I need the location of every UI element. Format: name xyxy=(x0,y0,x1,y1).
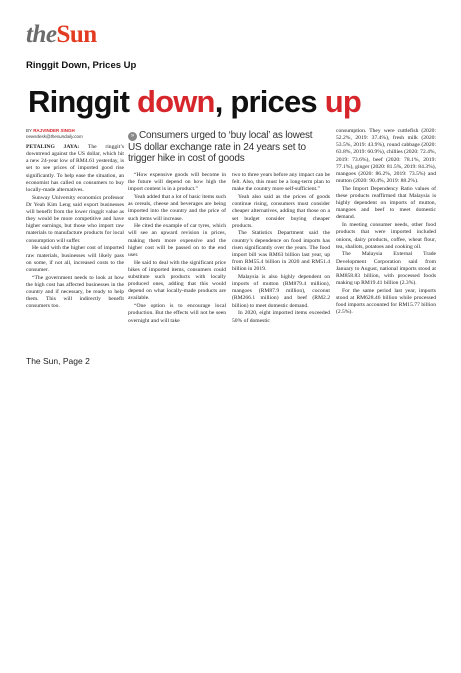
double-arrow-icon: » xyxy=(128,132,137,141)
author-email: newsdesk@thesundaily.com xyxy=(26,133,83,139)
paragraph: In 2020, eight imported items exceeded 50% of domestic xyxy=(232,310,330,324)
logo-the: the xyxy=(26,21,57,48)
paragraph: He cited the example of car tyres, which will see an upward revision in prices, making them more expensive and the higher cost will be passed on to the end user. xyxy=(128,223,226,258)
title-part-2: , prices xyxy=(214,84,325,119)
article-subhead xyxy=(128,130,328,165)
clipping-headline: Ringgit Down, Prices Up xyxy=(26,60,137,71)
paragraph: Yeah also said as the prices of goods continue rising, consumers must consider cheaper alternatives, adding that those on a set budget consider buying cheaper products. xyxy=(232,194,330,229)
article-column-3 xyxy=(232,172,330,342)
title-red-1: down xyxy=(136,84,215,119)
news-clipping xyxy=(24,82,442,344)
paragraph: two to three years before any impact can be felt. Also, this must be a long-term plan to make the country more self-sufficient.” xyxy=(232,172,330,193)
article-column-1 xyxy=(26,144,124,342)
paragraph: He said to deal with the significant price hikes of imported items, consumers could substitute such products with locally produced ones, adding that this would depend on what locally-made products are available. xyxy=(128,259,226,302)
subhead-text: Consumers urged to ‘buy local’ as lowest US dollar exchange rate in 24 years set to trigger hike in cost of goods xyxy=(128,130,313,164)
paragraph: consumption. They were cuttlefish (2020: 52.2%, 2019: 37.4%), fresh milk (2020: 53.5%, 2019: 43.9%), round cabbage (2020: 63.8%, 2019: 60.9%), chillies (2020: 72.4%, 2019: 73.6%), beef (2020: 78.1%, 2019: 77.1%), ginger (2020: 81.5%, 2019: 84.3%), mangoes (2020: 86.2%, 2019: 73.5%) and mutton (2020: 90.4%, 2019: 88.2%). xyxy=(336,128,436,185)
paragraph: The Statistics Department said the country’s dependence on food imports has risen significantly over the years. The food import bill was RM63 billion last year, up from RM55.4 billion in 2020 and RM51.4 billion in 2019. xyxy=(232,230,330,273)
paragraph: He said with the higher cost of imported raw materials, businesses will likely pass on some, if not all, increased costs to the consumer. xyxy=(26,245,124,273)
paragraph: Malaysia is also highly dependent on imports of mutton (RM879.4 million), mangoes (RM87.9 million), coconut (RM266.1 million) and beef (RM2.2 billion) to meet domestic demand. xyxy=(232,273,330,309)
article-column-2 xyxy=(128,172,226,342)
paragraph: PETALING JAYA: The ringgit’s downtrend against the US dollar, which hit a new 24-year low of RM4.61 yesterday, is set to see prices of imported good rise significantly. To help ease the situation, an economist has called on consumers to buy locally-made alternatives. xyxy=(26,144,124,193)
the-sun-logo xyxy=(26,22,97,47)
paragraph: Sunway University economics professor Dr Yeah Kim Leng said export businesses will benefit from the lower ringgit value as they would be more competitive and have higher earnings, but those who import raw materials to manufacture products for local consumption will suffer. xyxy=(26,194,124,244)
paragraph: “The government needs to look at how the high cost has affected businesses in the country and if necessary, be ready to help them. This will indirectly benefit consumers too. xyxy=(26,274,124,310)
byline-prefix: BY xyxy=(26,128,32,133)
byline xyxy=(26,128,126,140)
paragraph: The Import Dependency Ratio values of these products reaffirmed that Malaysia is highly dependent on imports of mutton, mangoes and beef to meet domestic demand. xyxy=(336,185,436,221)
logo-sun: Sun xyxy=(56,21,97,48)
paragraph: In meeting consumer needs, other food products that were imported included onions, dairy products, coffee, wheat flour, tea, shallots, potatoes and cooking oil. xyxy=(336,222,436,250)
dateline: PETALING JAYA: xyxy=(26,144,80,150)
paragraph: “One option is to encourage local production. But the effects will not be seen overnight and will take xyxy=(128,303,226,324)
title-red-2: up xyxy=(324,84,361,119)
paragraph: “How expensive goods will become in the future will depend on how high the import content is in a product.” xyxy=(128,172,226,193)
paragraph: For the same period last year, imports stood at RM628.46 billion while processed food imports accounted for RM15.77 billion (2.5%). xyxy=(336,287,436,316)
title-part-1: Ringgit xyxy=(28,84,137,119)
author-name: RAJVINDER SINGH xyxy=(33,128,75,133)
paragraph: Yeah added that a lot of basic items such as cereals, cheese and beverages are being imported into the country and the price of such items will increase. xyxy=(128,194,226,222)
paragraph: The Malaysia External Trade Development Corporation said from January to August, national imports stood at RM858.83 billion, with processed foods making up RM19.41 billion (2.3%). xyxy=(336,251,436,287)
source-caption: The Sun, Page 2 xyxy=(26,356,90,366)
article-column-4 xyxy=(336,128,436,342)
article-title xyxy=(28,86,361,117)
